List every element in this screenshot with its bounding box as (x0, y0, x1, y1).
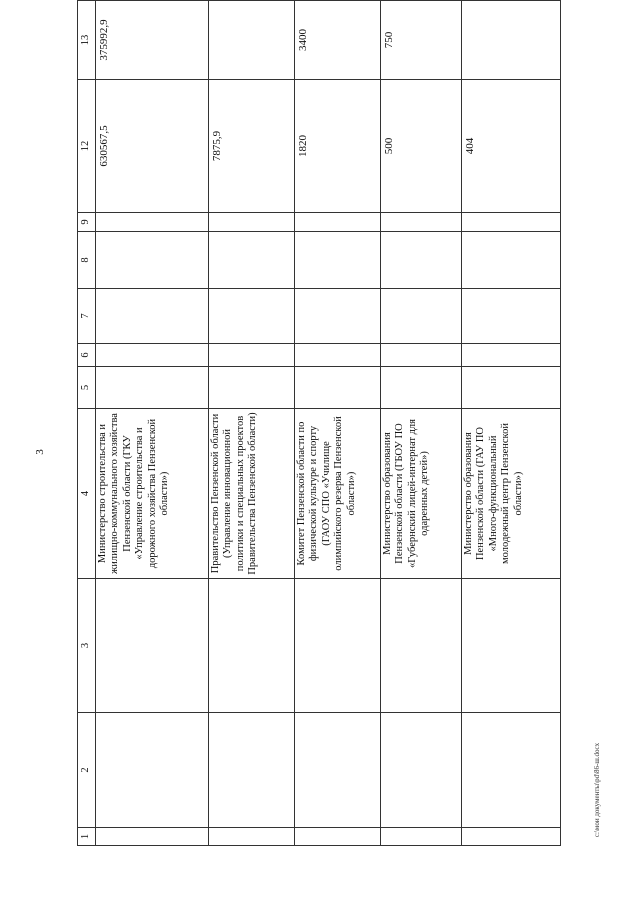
header-cell: 3 (78, 579, 96, 713)
cell-col8 (209, 232, 295, 289)
cell-col7 (96, 289, 209, 344)
department-cell: Правительство Пензенской области (Управление инновационной политики и специальных проектов Правительства Пензенской области) (209, 409, 295, 579)
cell-col1 (295, 828, 381, 846)
table-row (462, 1, 561, 846)
header-row (78, 1, 96, 846)
cell-col6 (96, 344, 209, 367)
cell-col6 (381, 344, 462, 367)
amount-col13 (462, 1, 561, 80)
amount-col13 (209, 1, 295, 80)
cell-col3 (96, 579, 209, 713)
department-cell: Министерство образования Пензенской области (ГБОУ ПО «Губернский лицей-интернат для одаренных детей») (381, 409, 462, 579)
page-number: 3 (34, 449, 46, 455)
amount-col12: 630567,5 (96, 80, 209, 213)
cell-col8 (295, 232, 381, 289)
cell-col5 (381, 367, 462, 409)
header-cell: 1 (78, 828, 96, 846)
table-row (295, 1, 381, 846)
cell-col8 (96, 232, 209, 289)
cell-col2 (381, 713, 462, 828)
header-cell: 7 (78, 289, 96, 344)
cell-col5 (96, 367, 209, 409)
budget-table (77, 0, 561, 846)
amount-col12: 500 (381, 80, 462, 213)
cell-col1 (381, 828, 462, 846)
table-row (96, 1, 209, 846)
amount-col12: 7875,9 (209, 80, 295, 213)
cell-col2 (209, 713, 295, 828)
cell-col7 (209, 289, 295, 344)
table-row (381, 1, 462, 846)
cell-col1 (462, 828, 561, 846)
header-cell: 6 (78, 344, 96, 367)
department-cell: Комитет Пензенской области по физической культуре и спорту (ГАОУ СПО «Училище олимпийского резерва Пензенской области») (295, 409, 381, 579)
cell-col2 (295, 713, 381, 828)
cell-col7 (295, 289, 381, 344)
header-cell: 8 (78, 232, 96, 289)
cell-col6 (295, 344, 381, 367)
cell-col5 (209, 367, 295, 409)
cell-col2 (462, 713, 561, 828)
cell-col1 (96, 828, 209, 846)
cell-col8 (462, 232, 561, 289)
cell-col2 (96, 713, 209, 828)
cell-col7 (381, 289, 462, 344)
amount-col13: 3400 (295, 1, 381, 80)
cell-col7 (462, 289, 561, 344)
cell-col3 (381, 579, 462, 713)
amount-col13: 750 (381, 1, 462, 80)
cell-col3 (295, 579, 381, 713)
cell-col9 (381, 213, 462, 232)
header-cell: 5 (78, 367, 96, 409)
cell-col9 (209, 213, 295, 232)
cell-col5 (462, 367, 561, 409)
footer-file-path: c:\мои документы\pd\86-ш.docx (593, 742, 601, 838)
cell-col6 (209, 344, 295, 367)
data-table-container (77, 21, 559, 846)
header-cell: 9 (78, 213, 96, 232)
amount-col12: 404 (462, 80, 561, 213)
cell-col5 (295, 367, 381, 409)
header-cell: 4 (78, 409, 96, 579)
amount-col12: 1820 (295, 80, 381, 213)
cell-col8 (381, 232, 462, 289)
header-cell: 12 (78, 80, 96, 213)
header-cell: 2 (78, 713, 96, 828)
cell-col3 (462, 579, 561, 713)
cell-col1 (209, 828, 295, 846)
cell-col9 (96, 213, 209, 232)
header-cell: 13 (78, 1, 96, 80)
cell-col9 (295, 213, 381, 232)
department-cell: Министерство строительства и жилищно-коммунального хозяйства Пензенской области (ГКУ «Управление строительства и дорожного хозяйства Пензенской области») (96, 409, 209, 579)
department-cell: Министерство образования Пензенской области (ГАУ ПО «Много-функциональный молодежный центр Пензенской области») (462, 409, 561, 579)
cell-col6 (462, 344, 561, 367)
cell-col3 (209, 579, 295, 713)
rotated-table (77, 21, 559, 846)
amount-col13: 375992,9 (96, 1, 209, 80)
cell-col9 (462, 213, 561, 232)
table-row (209, 1, 295, 846)
